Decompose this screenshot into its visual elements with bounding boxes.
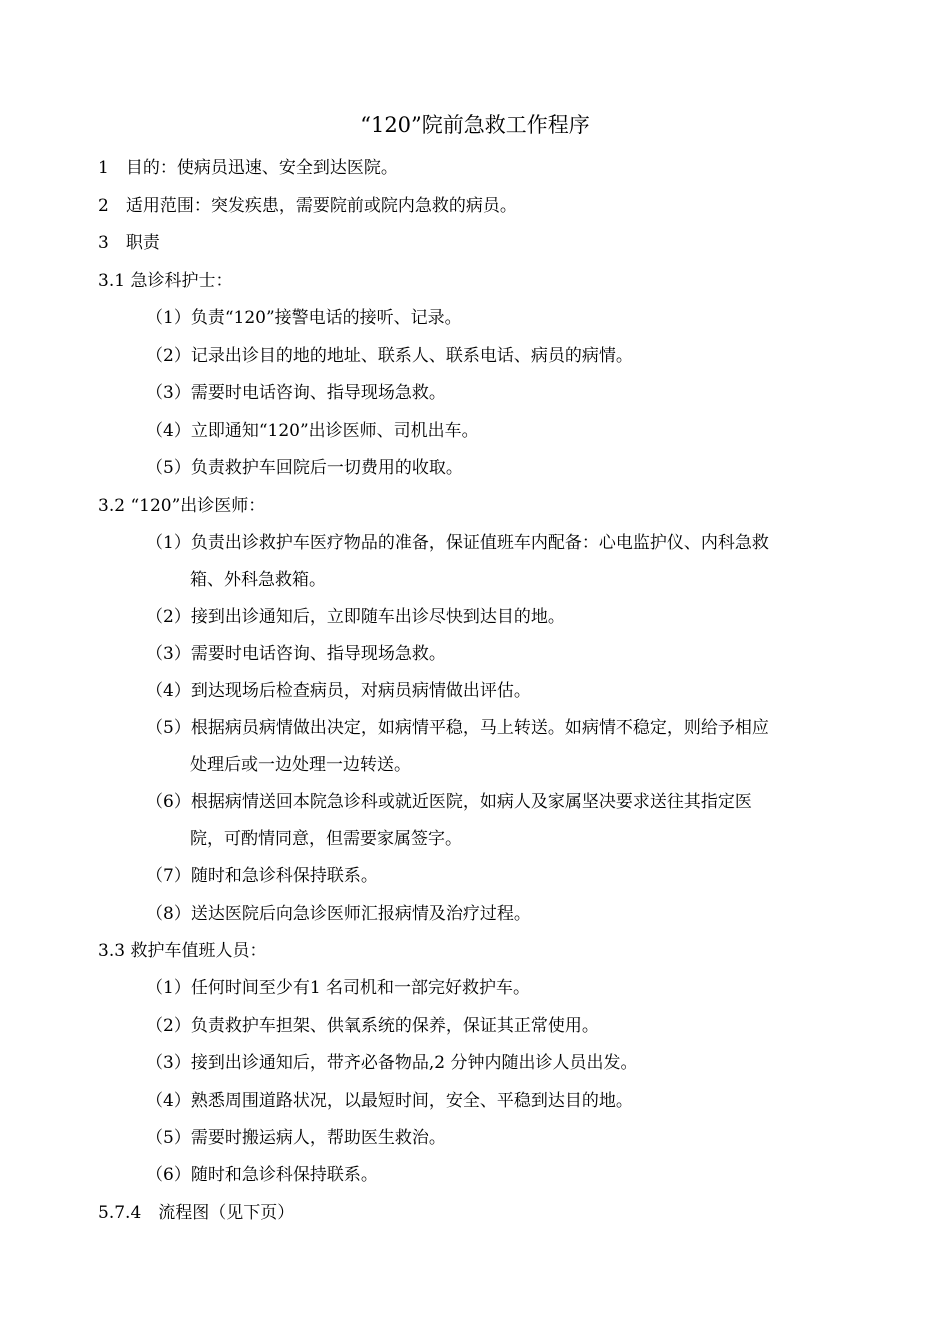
list-item: （5）负责救护车回院后一切费用的收取。: [146, 458, 463, 478]
list-item: （1）负责出诊救护车医疗物品的准备，保证值班车内配备：心电监护仪、内科急救: [146, 533, 769, 553]
section-flowchart-note: 5.7.4 流程图（见下页）: [98, 1203, 295, 1223]
list-item: （4）熟悉周围道路状况，以最短时间，安全、平稳到达目的地。: [146, 1091, 633, 1111]
section-scope: 2 适用范围：突发疾患，需要院前或院内急救的病员。: [98, 196, 517, 216]
subsection-nurse: 3.1 急诊科护士：: [98, 271, 233, 291]
list-item: （6）根据病情送回本院急诊科或就近医院，如病人及家属坚决要求送往其指定医: [146, 792, 752, 812]
document-title: “120”院前急救工作程序: [360, 113, 590, 137]
list-item: （8）送达医院后向急诊医师汇报病情及治疗过程。: [146, 904, 531, 924]
list-item: （4）立即通知“120”出诊医师、司机出车。: [146, 421, 479, 441]
subsection-ambulance-staff: 3.3 救护车值班人员：: [98, 941, 267, 961]
list-item: （5）根据病员病情做出决定，如病情平稳，马上转送。如病情不稳定，则给予相应: [146, 718, 769, 738]
list-item: （4）到达现场后检查病员，对病员病情做出评估。: [146, 681, 531, 701]
list-item: （3）需要时电话咨询、指导现场急救。: [146, 383, 446, 403]
list-item: （1）负责“120”接警电话的接听、记录。: [146, 308, 462, 328]
section-purpose: 1 目的：使病员迅速、安全到达医院。: [98, 158, 398, 178]
list-item: （6）随时和急诊科保持联系。: [146, 1165, 378, 1185]
section-duties: 3 职责: [98, 233, 160, 253]
subsection-doctor: 3.2 “120”出诊医师：: [98, 496, 266, 516]
list-item-continuation: 院，可酌情同意，但需要家属签字。: [190, 829, 462, 849]
list-item: （2）记录出诊目的地的地址、联系人、联系电话、病员的病情。: [146, 346, 633, 366]
list-item: （7）随时和急诊科保持联系。: [146, 866, 378, 886]
list-item-continuation: 处理后或一边处理一边转送。: [190, 755, 411, 775]
list-item: （2）负责救护车担架、供氧系统的保养，保证其正常使用。: [146, 1016, 599, 1036]
list-item: （3）需要时电话咨询、指导现场急救。: [146, 644, 446, 664]
list-item: （5）需要时搬运病人，帮助医生救治。: [146, 1128, 446, 1148]
list-item: （1）任何时间至少有1 名司机和一部完好救护车。: [146, 978, 531, 998]
list-item-continuation: 箱、外科急救箱。: [190, 570, 326, 590]
list-item: （3）接到出诊通知后，带齐必备物品,2 分钟内随出诊人员出发。: [146, 1053, 638, 1073]
list-item: （2）接到出诊通知后，立即随车出诊尽快到达目的地。: [146, 607, 565, 627]
